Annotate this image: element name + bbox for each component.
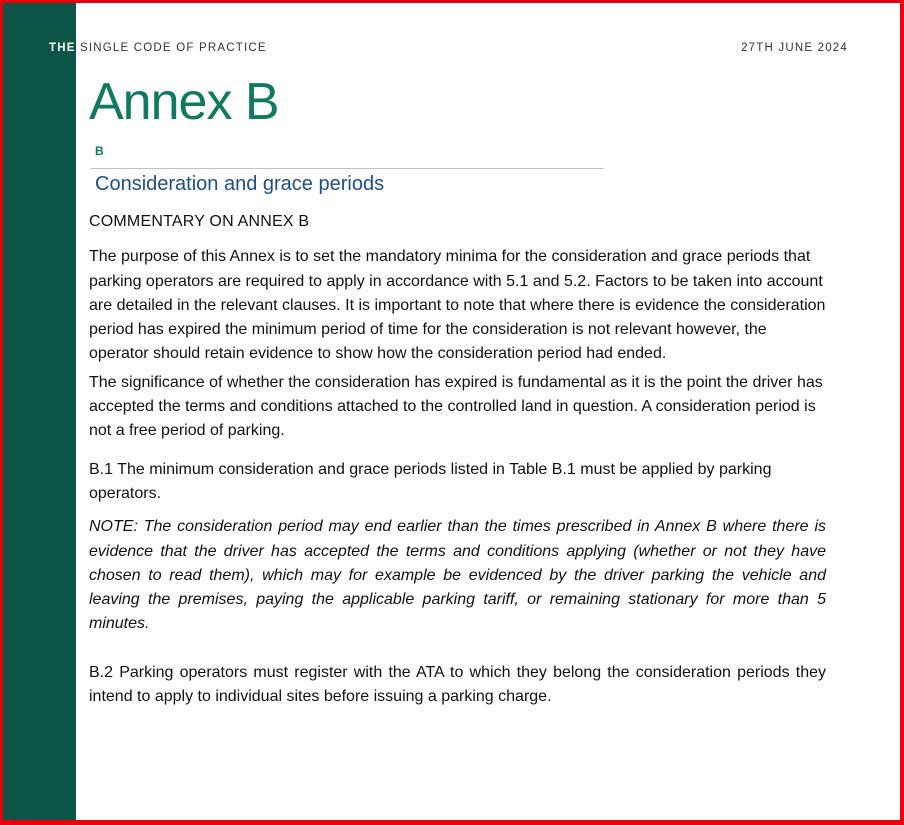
paragraph-purpose: The purpose of this Annex is to set the mandatory minima for the consideration and grace periods that parking operators are required to apply in accordance with 5.1 and 5.2. Factors to be taken into account are detailed in the relevant clauses. It is important to note that where there is evidence the consideration period has expired the minimum period of time for the consideration is not relevant however, the operator should retain evidence to show how the consideration period had ended. xyxy=(89,248,826,363)
clause-b2: B.2 Parking operators must register with the ATA to which they belong the consideration periods they intend to apply to individual sites before issuing a parking charge. xyxy=(89,663,826,706)
header-date: 27TH JUNE 2024 xyxy=(741,42,848,54)
header-the: THE xyxy=(49,42,76,54)
document-body xyxy=(89,210,826,709)
sidebar-band xyxy=(3,3,76,820)
commentary-heading: COMMENTARY ON ANNEX B xyxy=(89,213,310,230)
clause-note: NOTE: The consideration period may end earlier than the times prescribed in Annex B where there is evidence that the driver has accepted the terms and conditions applying (whether or not they have chosen to read them), which may for example be evidenced by the driver parking the vehicle and leaving the premises, paying the applicable parking tariff, or remaining stationary for more than 5 minutes. xyxy=(89,518,826,633)
annex-letter: B xyxy=(95,144,104,158)
paragraph-significance: The significance of whether the consideration has expired is fundamental as it is the point the driver has accepted the terms and conditions attached to the controlled land in question. A consideration period is not a free period of parking. xyxy=(89,373,823,440)
header-title: SINGLE CODE OF PRACTICE xyxy=(75,42,267,54)
running-header xyxy=(49,42,267,54)
page-title: Annex B xyxy=(89,73,279,131)
section-subtitle: Consideration and grace periods xyxy=(95,173,385,195)
divider xyxy=(90,168,604,169)
clause-b1: B.1 The minimum consideration and grace periods listed in Table B.1 must be applied by parking operators. xyxy=(89,460,772,502)
